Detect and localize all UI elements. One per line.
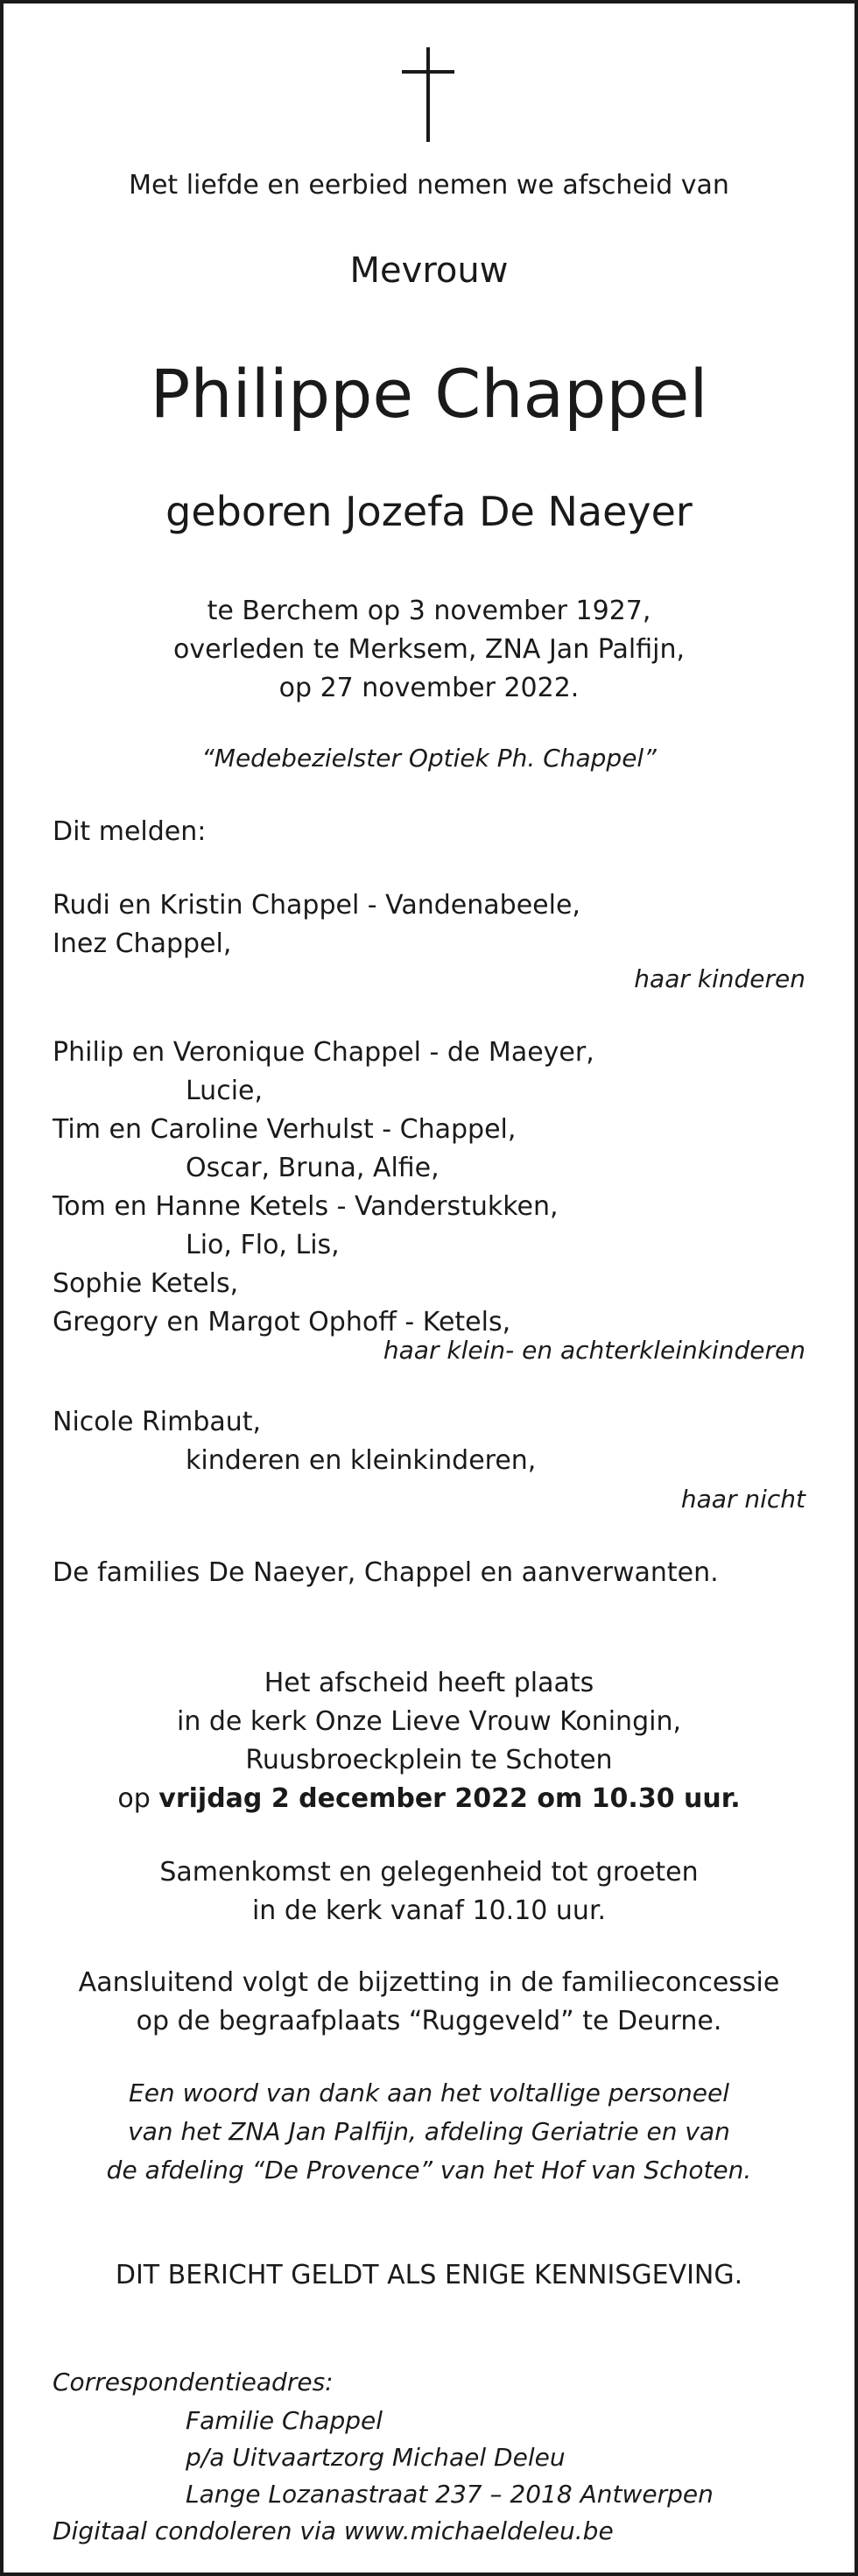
life-line: te Berchem op 3 november 1927,: [207, 596, 651, 626]
notice-text: DIT BERICHT GELDT ALS ENIGE KENNISGEVING.: [115, 2260, 743, 2290]
correspondence-line: p/a Uitvaartzorg Michael Deleu: [186, 2443, 566, 2472]
salutation: Mevrouw: [349, 251, 509, 291]
life-line: op 27 november 2022.: [278, 673, 580, 703]
deceased-name: Philippe Chappel: [150, 355, 708, 433]
intro-text: Met liefde en eerbied nemen we afscheid van: [129, 170, 729, 201]
niece-line: kinderen en kleinkinderen,: [186, 1445, 537, 1476]
burial-line: op de begraafplaats “Ruggeveld” te Deurne.: [136, 2006, 722, 2036]
quote: “Medebezielster Optiek Ph. Chappel”: [201, 744, 657, 773]
grandchild-line: Philip en Veronique Chappel - de Maeyer,: [53, 1037, 594, 1068]
announce-text: Dit melden:: [53, 816, 207, 847]
gathering-line: in de kerk vanaf 10.10 uur.: [251, 1895, 607, 1926]
grandchild-line: Lucie,: [186, 1076, 264, 1106]
correspondence-line: Familie Chappel: [186, 2406, 383, 2435]
grandchild-line: Tim en Caroline Verhulst - Chappel,: [53, 1114, 517, 1145]
grandchild-line: Oscar, Bruna, Alfie,: [186, 1153, 440, 1183]
niece-label: haar nicht: [680, 1485, 805, 1514]
gathering-line: Samenkomst en gelegenheid tot groeten: [159, 1857, 699, 1888]
child-line: Inez Chappel,: [53, 928, 232, 959]
life-line: overleden te Merksem, ZNA Jan Palfijn,: [172, 634, 685, 665]
maiden-name: geboren Jozefa De Naeyer: [165, 488, 693, 535]
thanks-line: Een woord van dank aan het voltallige personeel: [129, 2078, 729, 2107]
grandchildren-label: haar klein- en achterkleinkinderen: [383, 1336, 805, 1365]
niece-line: Nicole Rimbaut,: [53, 1407, 262, 1437]
grandchild-line: Gregory en Margot Ophoff - Ketels,: [53, 1307, 511, 1337]
farewell-line: Het afscheid heeft plaats: [264, 1668, 594, 1698]
thanks-line: de afdeling “De Provence” van het Hof van Schoten.: [106, 2156, 752, 2184]
correspondence-line: Lange Lozanastraat 237 – 2018 Antwerpen: [186, 2480, 714, 2509]
grandchild-line: Lio, Flo, Lis,: [186, 1230, 340, 1260]
farewell-line: Ruusbroeckplein te Schoten: [245, 1745, 613, 1775]
grandchild-line: Sophie Ketels,: [53, 1268, 239, 1299]
correspondence-heading: Correspondentieadres:: [53, 2368, 334, 2396]
child-line: Rudi en Kristin Chappel - Vandenabeele,: [53, 890, 580, 921]
burial-line: Aansluitend volgt de bijzetting in de familieconcessie: [78, 1967, 780, 1998]
farewell-prefix: op: [117, 1783, 159, 1814]
families-text: De families De Naeyer, Chappel en aanverwanten.: [53, 1557, 719, 1588]
online-condolence-link[interactable]: Digitaal condoleren via www.michaeldeleu.be: [53, 2516, 614, 2545]
farewell-date-line: [4, 1780, 854, 1818]
farewell-date: vrijdag 2 december 2022 om 10.30 uur.: [158, 1783, 741, 1814]
children-label: haar kinderen: [634, 964, 805, 993]
cross-icon: [4, 47, 854, 144]
farewell-line: in de kerk Onze Lieve Vrouw Koningin,: [176, 1706, 681, 1737]
thanks-line: van het ZNA Jan Palfijn, afdeling Geriatrie en van: [128, 2117, 730, 2146]
grandchild-line: Tom en Hanne Ketels - Vanderstukken,: [53, 1191, 559, 1222]
